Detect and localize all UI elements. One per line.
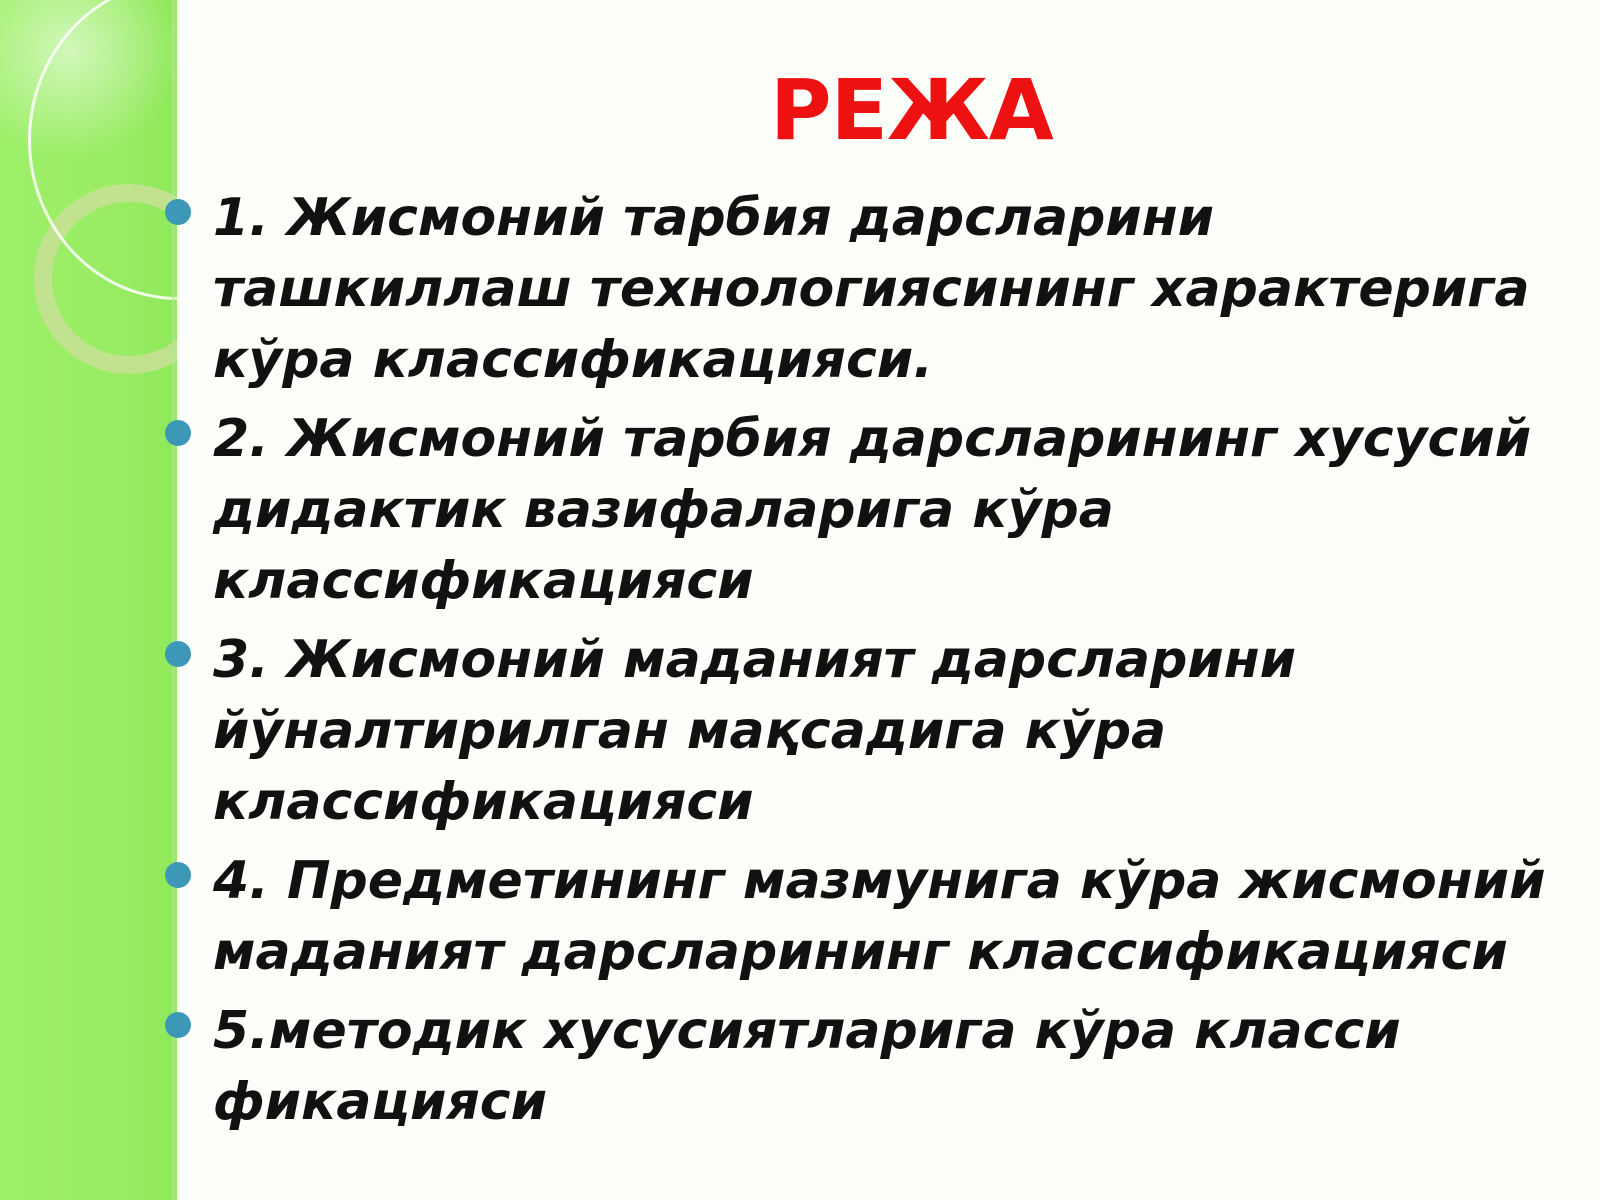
round-bullet-icon: [165, 199, 191, 225]
round-bullet-icon: [165, 420, 191, 446]
list-item-text: 5.методик хусусиятларига кўра класси фикацияси: [213, 1001, 1401, 1132]
list-item-text: 2. Жисмоний тарбия дарсларининг хусусий дидактик вазифаларига кўра классификацияси: [213, 409, 1532, 611]
list-item: [165, 996, 1585, 1138]
list-item-text: 4. Предметининг мазмунига кўра жисмоний маданият дарсларининг классификацияси: [213, 851, 1546, 982]
list-item-text: 3. Жисмоний маданият дарсларини йўналтирилган мақсадига кўра классификацияси: [213, 630, 1297, 832]
list-item: [165, 625, 1585, 838]
list-item: [165, 183, 1585, 396]
list-item: [165, 404, 1585, 617]
round-bullet-icon: [165, 641, 191, 667]
agenda-list: [165, 183, 1585, 1146]
round-bullet-icon: [165, 1012, 191, 1038]
slide-title: РЕЖА: [770, 61, 1053, 159]
list-item-text: 1. Жисмоний тарбия дарсларини ташкиллаш технологиясининг характерига кўра классификацияси.: [213, 188, 1530, 390]
round-bullet-icon: [165, 862, 191, 888]
list-item: [165, 846, 1585, 988]
